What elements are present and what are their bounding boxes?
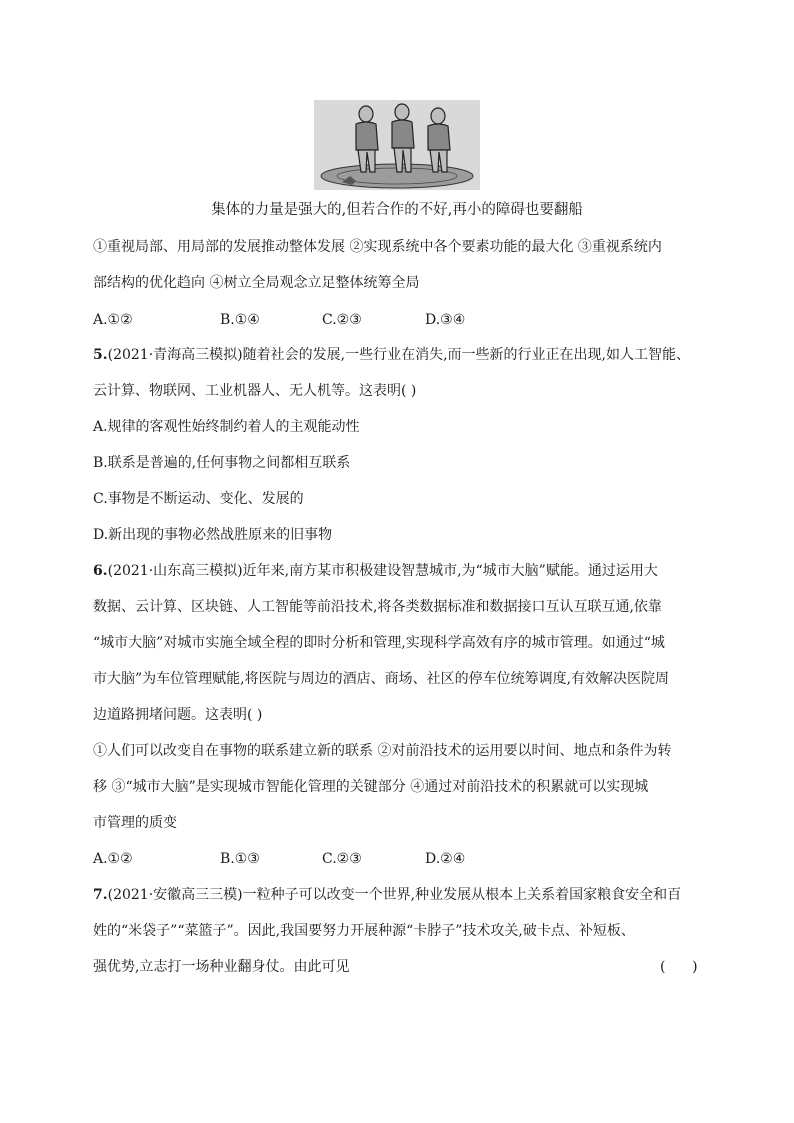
- q5-number: 5.: [93, 347, 108, 363]
- q7-stem-line-2: 姓的“米袋子”“菜篮子”。因此,我国要努力开展种源“卡脖子”技术攻关,破卡点、补短板、: [93, 923, 635, 939]
- q7-number: 7.: [93, 887, 108, 903]
- q4-statement-line-2: 部结构的优化趋向 ④树立全局观念立足整体统筹全局: [93, 275, 420, 291]
- q7-stem-line-1: [93, 885, 703, 905]
- q6-statement-line-1: ①人们可以改变自在事物的联系建立新的联系 ②对前沿技术的运用要以时间、地点和条件为转: [93, 743, 672, 759]
- q6-option-d[interactable]: D.②④: [425, 851, 466, 867]
- q6-statement-line-2: 移 ③“城市大脑”是实现城市智能化管理的关键部分 ④通过对前沿技术的积累就可以实现城: [93, 779, 649, 795]
- q5-stem-text-1: (2021·青海高三模拟)随着社会的发展,一些行业在消失,而一些新的行业正在出现,如人工智能、: [107, 347, 690, 363]
- q7-answer-blank[interactable]: ( ): [660, 959, 698, 975]
- q4-option-d[interactable]: D.③④: [425, 312, 466, 328]
- q6-stem-line-1: [93, 561, 703, 581]
- q4-option-a[interactable]: A.①②: [93, 312, 133, 328]
- figure-caption: 集体的力量是强大的,但若合作的不好,再小的障碍也要翻船: [211, 202, 583, 218]
- q5-choice-c[interactable]: C.事物是不断运动、变化、发展的: [93, 491, 304, 507]
- q5-stem-line-1: [93, 345, 703, 365]
- q5-choice-b[interactable]: B.联系是普遍的,任何事物之间都相互联系: [93, 455, 351, 471]
- q5-choice-d[interactable]: D.新出现的事物必然战胜原来的旧事物: [93, 527, 333, 543]
- q6-stem-line-3: “城市大脑”对城市实施全域全程的即时分析和管理,实现科学高效有序的城市管理。如通过“城: [93, 635, 665, 651]
- q5-choice-a[interactable]: A.规律的客观性始终制约着人的主观能动性: [93, 419, 360, 435]
- q6-stem-line-2: 数据、云计算、区块链、人工智能等前沿技术,将各类数据标准和数据接口互认互联互通,依靠: [93, 599, 662, 615]
- q6-statement-line-3: 市管理的质变: [93, 815, 177, 831]
- q6-stem-text-1: (2021·山东高三模拟)近年来,南方某市积极建设智慧城市,为“城市大脑”赋能。通过运用大: [107, 563, 658, 579]
- q4-option-b[interactable]: B.①④: [220, 312, 260, 328]
- q5-stem-line-2: 云计算、物联网、工业机器人、无人机等。这表明( ): [93, 383, 417, 399]
- cartoon-illustration: [314, 100, 480, 190]
- q7-stem-text-1: (2021·安徽高三三模)一粒种子可以改变一个世界,种业发展从根本上关系着国家粮食安全和百: [107, 887, 682, 903]
- q6-number: 6.: [93, 563, 108, 579]
- q6-option-b[interactable]: B.①③: [220, 851, 260, 867]
- q4-statement-line-1: ①重视局部、用局部的发展推动整体发展 ②实现系统中各个要素功能的最大化 ③重视系统内: [93, 239, 662, 255]
- q7-stem-line-3: 强优势,立志打一场种业翻身仗。由此可见: [93, 959, 350, 975]
- q6-stem-line-5: 边道路拥堵问题。这表明( ): [93, 707, 263, 723]
- q4-option-c[interactable]: C.②③: [322, 312, 362, 328]
- q6-option-a[interactable]: A.①②: [93, 851, 133, 867]
- q6-option-c[interactable]: C.②③: [322, 851, 362, 867]
- q6-stem-line-4: 市大脑”为车位管理赋能,将医院与周边的酒店、商场、社区的停车位统筹调度,有效解决医院周: [93, 671, 670, 687]
